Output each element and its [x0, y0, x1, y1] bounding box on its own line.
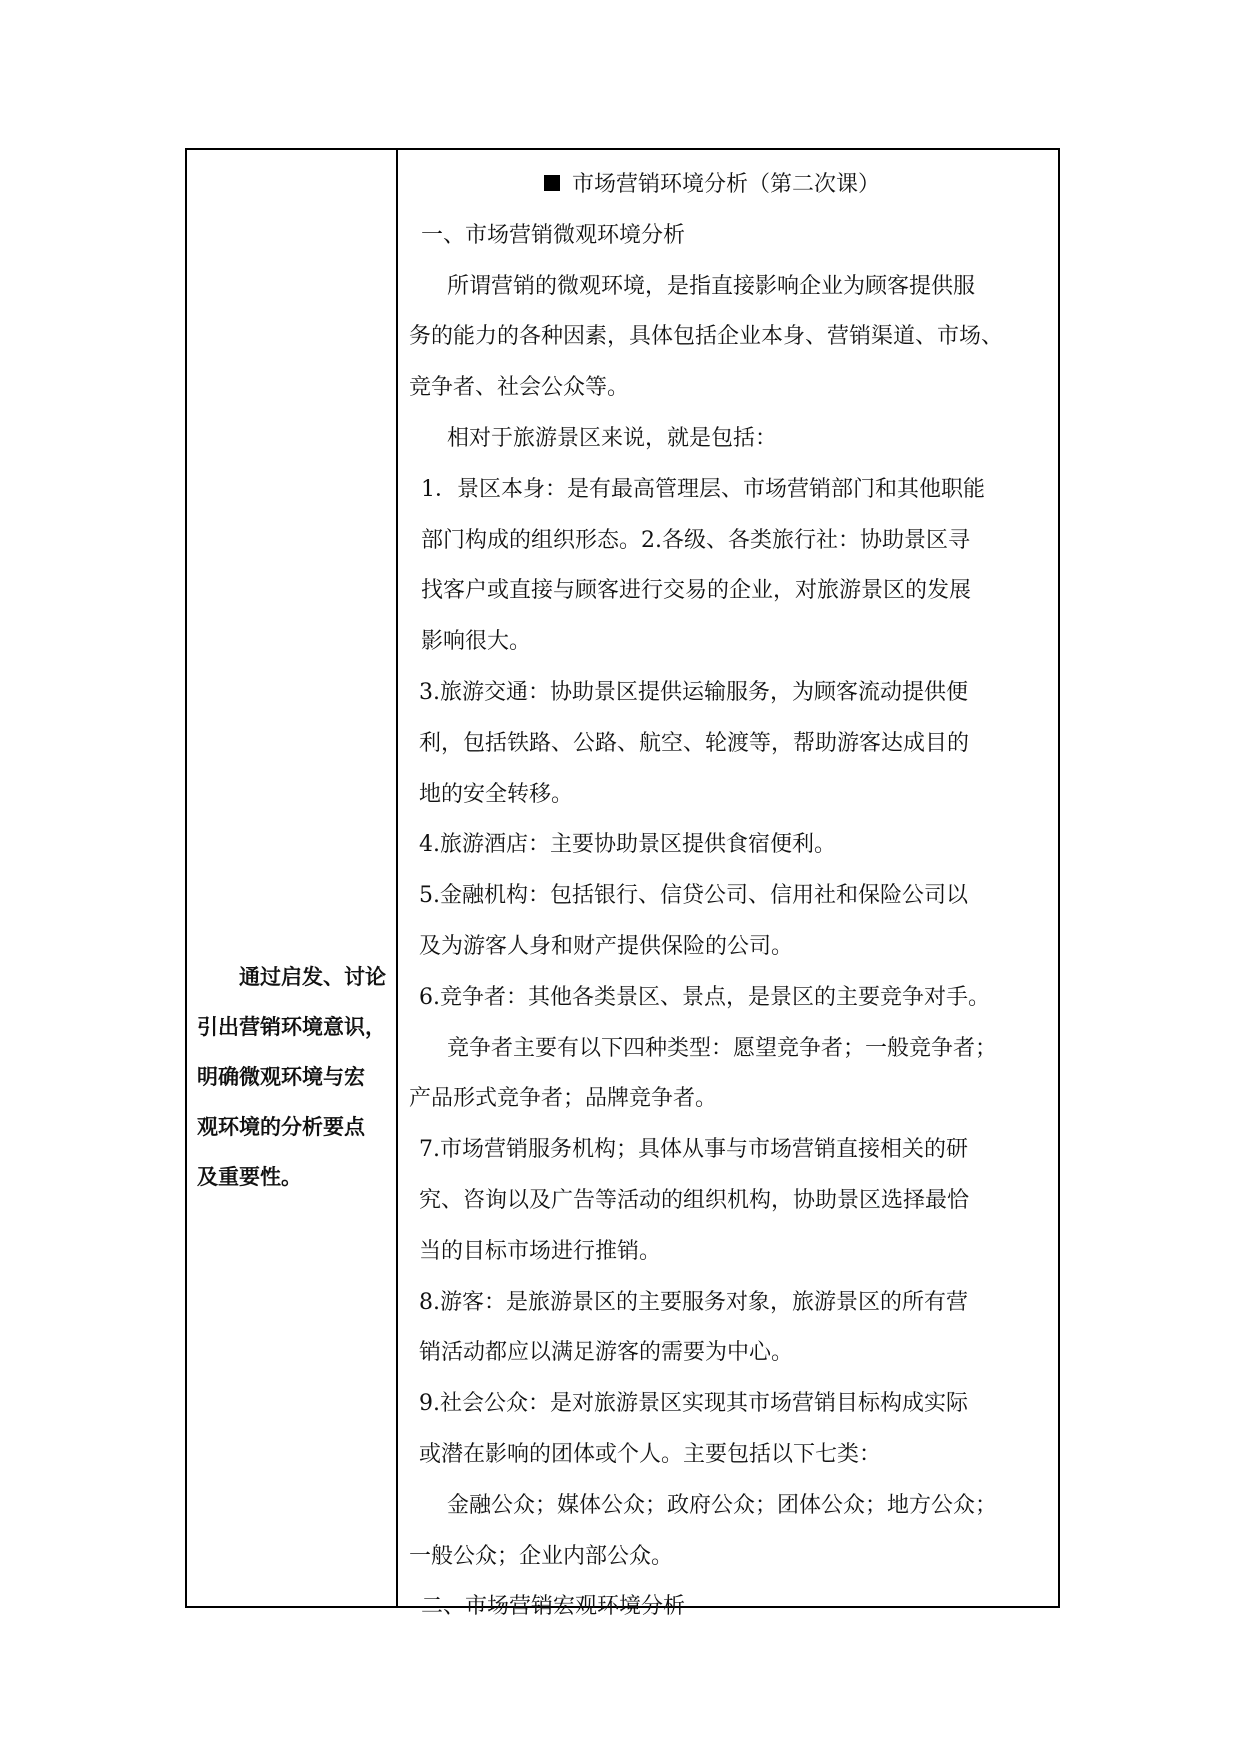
- paragraph-line: 竞争者、社会公众等。: [409, 375, 630, 401]
- list-item-line: 当的目标市场进行推销。: [419, 1238, 662, 1264]
- list-item-line: 利，包括铁路、公路、航空、轮渡等，帮助游客达成目的: [419, 730, 970, 756]
- list-item-line: 1．景区本身：是有最高管理层、市场营销部门和其他职能: [421, 476, 985, 502]
- lesson-content-cell: [409, 160, 1055, 1633]
- list-item-line: 及为游客人身和财产提供保险的公司。: [419, 933, 794, 959]
- paragraph-line: 产品形式竞争者；品牌竞争者。: [409, 1086, 718, 1112]
- paragraph-line: 金融公众；媒体公众；政府公众；团体公众；地方公众；: [447, 1492, 998, 1518]
- section-heading: 二、市场营销宏观环境分析: [421, 1594, 686, 1620]
- list-item-line: 6.竞争者：其他各类景区、景点，是景区的主要竞争对手。: [419, 984, 990, 1010]
- objective-line: 引出营销环境意识，: [197, 1015, 386, 1039]
- objective-line: 观环境的分析要点: [197, 1115, 365, 1139]
- objective-line: 通过启发、讨论: [239, 965, 386, 989]
- paragraph-line: 一般公众；企业内部公众。: [409, 1543, 674, 1569]
- list-item-line: 4.旅游酒店：主要协助景区提供食宿便利。: [419, 832, 836, 858]
- objective-line: 明确微观环境与宏: [197, 1065, 365, 1089]
- list-item-line: 销活动都应以满足游客的需要为中心。: [419, 1340, 794, 1366]
- list-item-line: 7.市场营销服务机构；具体从事与市场营销直接相关的研: [419, 1137, 968, 1163]
- list-item-line: 9.社会公众：是对旅游景区实现其市场营销目标构成实际: [419, 1391, 968, 1417]
- content-table: [185, 148, 1060, 1620]
- list-item-line: 究、咨询以及广告等活动的组织机构，协助景区选择最恰: [419, 1187, 970, 1213]
- list-item-line: 部门构成的组织形态。2.各级、各类旅行社：协助景区寻: [421, 527, 970, 553]
- black-square-icon: [544, 175, 560, 191]
- list-item-line: 地的安全转移。: [419, 781, 574, 807]
- list-item-line: 3.旅游交通：协助景区提供运输服务，为顾客流动提供便: [419, 679, 968, 705]
- column-divider: [396, 150, 398, 1606]
- lesson-title: [409, 160, 1055, 211]
- list-item-line: 5.金融机构：包括银行、信贷公司、信用社和保险公司以: [419, 883, 968, 909]
- list-item-line: 8.游客：是旅游景区的主要服务对象，旅游景区的所有营: [419, 1289, 968, 1315]
- list-item-line: 找客户或直接与顾客进行交易的企业，对旅游景区的发展: [421, 578, 972, 604]
- teaching-objective-cell: [197, 952, 387, 1202]
- paragraph-line: 相对于旅游景区来说，就是包括：: [447, 425, 778, 451]
- list-item-line: 或潜在影响的团体或个人。主要包括以下七类：: [419, 1441, 882, 1467]
- paragraph-line: 所谓营销的微观环境，是指直接影响企业为顾客提供服: [447, 273, 976, 299]
- list-item-line: 影响很大。: [421, 629, 532, 655]
- paragraph-line: 务的能力的各种因素，具体包括企业本身、营销渠道、市场、: [409, 324, 1004, 350]
- paragraph-line: 竞争者主要有以下四种类型：愿望竞争者；一般竞争者；: [447, 1035, 998, 1061]
- section-heading: 一、市场营销微观环境分析: [421, 222, 686, 248]
- objective-line: 及重要性。: [197, 1165, 302, 1189]
- lesson-title-text: 市场营销环境分析（第二次课）: [572, 172, 881, 197]
